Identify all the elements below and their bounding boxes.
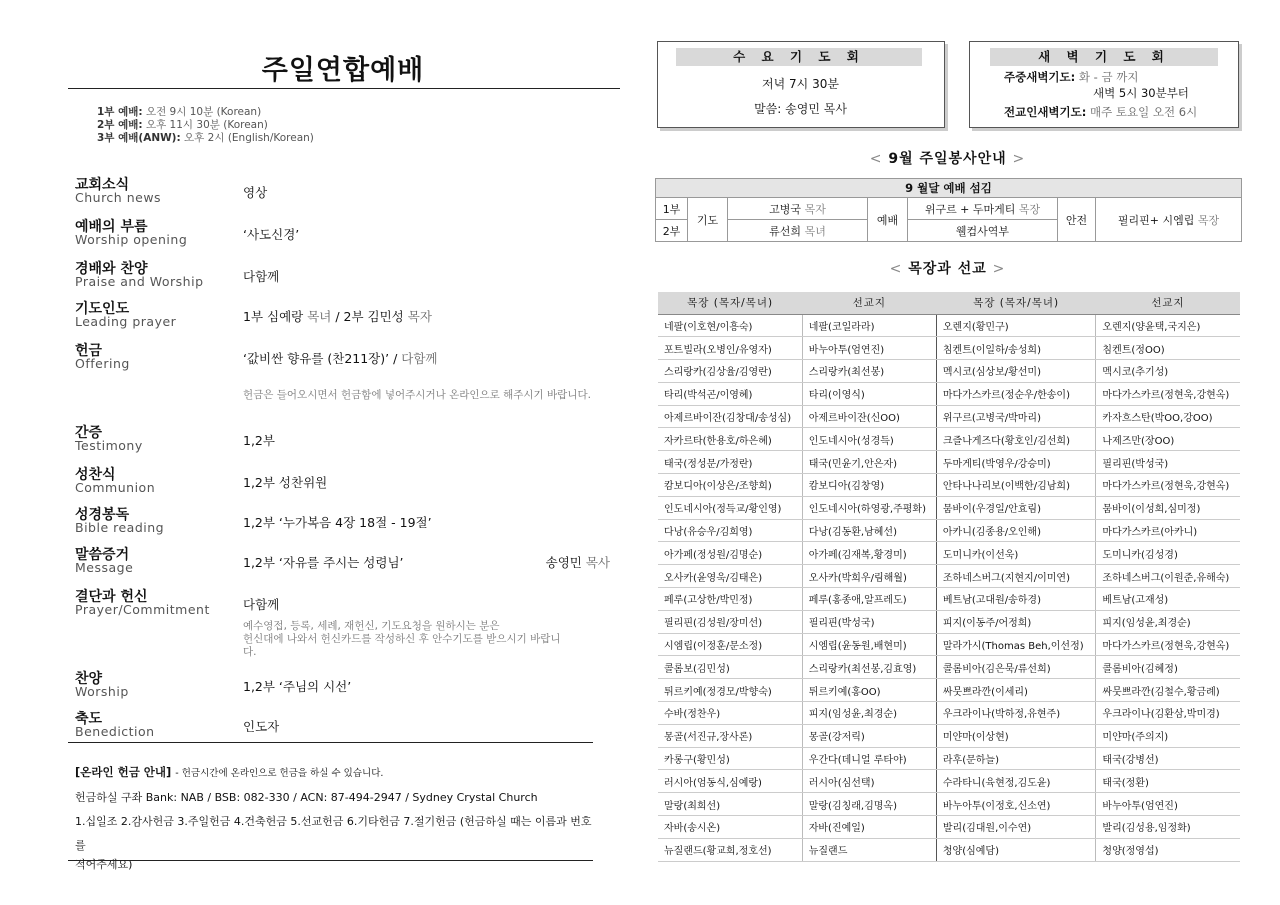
table-row bbox=[658, 747, 1240, 770]
worship-team-1: 위구르 + 두마게티 목장 bbox=[908, 198, 1058, 220]
mission-field-cell: 뭄바이(이성희,심미정) bbox=[1096, 496, 1240, 519]
cell-group-cell: 조하네스버그(지현지/이미연) bbox=[936, 565, 1096, 588]
program-item-value: 1,2부 성찬위원 bbox=[243, 475, 328, 490]
program-item-subtitle: Worship opening bbox=[75, 232, 188, 247]
cell-group-cell: 아가페(정성원/김명순) bbox=[658, 542, 802, 565]
mission-field-cell: 콜롬비아(김혜정) bbox=[1096, 656, 1240, 679]
part-label: 1부 bbox=[656, 198, 688, 220]
duty-label-worship: 예배 bbox=[868, 198, 908, 242]
cell-group-cell: 튀르키예(정경모/박향숙) bbox=[658, 679, 802, 702]
mission-field-cell: 태국(정환) bbox=[1096, 770, 1240, 793]
cell-group-cell: 자바(송시온) bbox=[658, 816, 802, 839]
program-item-subtitle: Testimony bbox=[75, 438, 143, 453]
offering-types-cont: 적어주세요) bbox=[75, 858, 133, 871]
cell-group-cell: 미얀마(이상현) bbox=[936, 724, 1096, 747]
mission-field-cell: 조하네스버그(이원준,유해숙) bbox=[1096, 565, 1240, 588]
mission-field-cell: 자바(진예일) bbox=[802, 816, 936, 839]
mission-field-cell: 도미니카(김성경) bbox=[1096, 542, 1240, 565]
mission-field-cell: 인도네시아(하영광,주평화) bbox=[802, 496, 936, 519]
cell-group-cell: 멕시코(심상보/황선미) bbox=[936, 360, 1096, 383]
cell-group-cell: 발리(김대원,이수연) bbox=[936, 816, 1096, 839]
mission-field-cell: 필리핀(박성국) bbox=[1096, 451, 1240, 474]
mission-field-cell: 청양(정영섭) bbox=[1096, 838, 1240, 861]
cell-group-cell: 콜롬보(김민성) bbox=[658, 656, 802, 679]
cell-group-cell: 페루(고상한/박민정) bbox=[658, 588, 802, 611]
program-item-value: 1,2부 ‘누가복음 4장 18절 - 19절’ bbox=[243, 515, 432, 530]
col-header-cell-2: 목장 (목자/목녀) bbox=[936, 292, 1096, 314]
service-table-header: 9 월달 예배 섬김 bbox=[656, 179, 1242, 198]
program-item-title: 말씀증거 bbox=[75, 547, 130, 563]
bank-details: 헌금하실 구좌 Bank: NAB / BSB: 082-330 / ACN: 87-494-2947 / Sydney Crystal Church bbox=[75, 791, 538, 804]
mission-field-cell: 오사카(박희우/림해월) bbox=[802, 565, 936, 588]
worship-team-2: 웰컴사역부 bbox=[908, 220, 1058, 242]
wednesday-prayer-time: 저녁 7시 30분 bbox=[762, 77, 839, 91]
program-item-value: 다함께 bbox=[243, 597, 280, 612]
mission-field-cell: 캄보디아(김창영) bbox=[802, 474, 936, 497]
table-row bbox=[658, 542, 1240, 565]
mission-field-cell: 다낭(김동환,남혜선) bbox=[802, 519, 936, 542]
table-row bbox=[658, 816, 1240, 839]
cell-group-cell: 러시아(엄동식,심예랑) bbox=[658, 770, 802, 793]
table-row bbox=[658, 519, 1240, 542]
program-item-value: ‘사도신경’ bbox=[243, 227, 300, 242]
program-item-value: 인도자 bbox=[243, 719, 280, 734]
program-divider bbox=[68, 742, 593, 743]
mission-field-cell: 바누아투(엄연진) bbox=[1096, 793, 1240, 816]
program-item-subtitle: Worship bbox=[75, 684, 129, 699]
cell-group-cell: 아카니(김종용/오인해) bbox=[936, 519, 1096, 542]
cell-group-cell: 태국(정성문/가정란) bbox=[658, 451, 802, 474]
cell-group-cell: 자카르타(한용호/하은혜) bbox=[658, 428, 802, 451]
program-item-subtitle: Communion bbox=[75, 480, 156, 495]
col-header-cell-1: 목장 (목자/목녀) bbox=[658, 292, 802, 314]
part-label: 2부 bbox=[656, 220, 688, 242]
program-item-title: 결단과 헌신 bbox=[75, 589, 148, 605]
cell-group-cell: 뭄바이(우경일/안효림) bbox=[936, 496, 1096, 519]
table-row bbox=[658, 451, 1240, 474]
bottom-divider bbox=[68, 860, 593, 861]
program-item-title: 경배와 찬양 bbox=[75, 261, 148, 277]
col-header-mission-1: 선교지 bbox=[802, 292, 936, 314]
cell-group-cell: 네팔(이호현/이흥숙) bbox=[658, 314, 802, 337]
table-row bbox=[658, 496, 1240, 519]
mission-field-cell: 네팔(코일라라) bbox=[802, 314, 936, 337]
program-item-title: 교회소식 bbox=[75, 177, 130, 193]
program-item-value: 1,2부 ‘주님의 시선’ bbox=[243, 679, 352, 694]
table-row bbox=[658, 382, 1240, 405]
table-row bbox=[658, 314, 1240, 337]
table-row bbox=[658, 337, 1240, 360]
cell-group-cell: 라후(문하늘) bbox=[936, 747, 1096, 770]
mission-field-cell: 오렌지(양윤택,국지은) bbox=[1096, 314, 1240, 337]
program-item-title: 헌금 bbox=[75, 343, 103, 359]
service-table bbox=[655, 178, 1242, 242]
title-divider bbox=[68, 88, 620, 89]
program-item-title: 찬양 bbox=[75, 671, 103, 687]
mission-field-cell: 침켄트(정OO) bbox=[1096, 337, 1240, 360]
cell-group-cell: 바누아투(이정호,신소연) bbox=[936, 793, 1096, 816]
mission-field-cell: 미얀마(주의지) bbox=[1096, 724, 1240, 747]
mission-field-cell: 싸뭇쁘라깐(김철수,황금례) bbox=[1096, 679, 1240, 702]
mission-field-cell: 마다가스카르(정현욱,강현옥) bbox=[1096, 474, 1240, 497]
mission-field-cell: 우간다(데니얼 루타야) bbox=[802, 747, 936, 770]
program-item-value: 1부 심예랑 목녀 / 2부 김민성 목자 bbox=[243, 309, 432, 324]
col-header-mission-2: 선교지 bbox=[1096, 292, 1240, 314]
program-item-title: 기도인도 bbox=[75, 301, 130, 317]
cell-group-cell: 수라타니(육현정,김도윤) bbox=[936, 770, 1096, 793]
wednesday-prayer-box bbox=[657, 41, 945, 128]
cell-group-cell: 콜롬비아(김은묵/류선희) bbox=[936, 656, 1096, 679]
cell-group-cell: 시엠립(이정훈/문소정) bbox=[658, 633, 802, 656]
page-title: 주일연합예배 bbox=[261, 55, 425, 86]
mission-field-cell: 피지(임성윤,최경순) bbox=[802, 702, 936, 725]
cell-group-cell: 청양(심예담) bbox=[936, 838, 1096, 861]
service-time-1: 1부 예배: 오전 9시 10분 (Korean) bbox=[97, 106, 262, 118]
program-item-subtitle: Bible reading bbox=[75, 520, 165, 535]
cell-group-cell: 침켄트(이일하/송성희) bbox=[936, 337, 1096, 360]
program-item-value: 다함께 bbox=[243, 269, 280, 284]
mission-field-cell: 말랑(김칭래,김명옥) bbox=[802, 793, 936, 816]
mission-field-cell: 피지(임성윤,최경순) bbox=[1096, 610, 1240, 633]
cell-group-cell: 포트빌라(오병인/유영자) bbox=[658, 337, 802, 360]
mission-field-cell: 태국(민윤기,안은자) bbox=[802, 451, 936, 474]
prayer-leader-2: 류선희 목녀 bbox=[728, 220, 868, 242]
mission-field-cell: 아제르바이잔(신OO) bbox=[802, 405, 936, 428]
mission-field-cell: 뉴질랜드 bbox=[802, 838, 936, 861]
cell-group-cell: 싸뭇쁘라깐(이세리) bbox=[936, 679, 1096, 702]
commitment-note: 예수영접, 등록, 세례, 재헌신, 기도요청을 원하시는 분은 헌신대에 나와서 헌신카드를 작성하신 후 안수기도를 받으시기 바랍니 다. bbox=[243, 620, 561, 658]
service-time-2: 2부 예배: 오후 11시 30분 (Korean) bbox=[97, 119, 268, 131]
cell-group-cell: 캄보디아(이상은/조향희) bbox=[658, 474, 802, 497]
program-item-subtitle: Church news bbox=[75, 190, 162, 205]
cell-group-cell: 두마게티(박영우/강승미) bbox=[936, 451, 1096, 474]
table-row bbox=[658, 360, 1240, 383]
table-row bbox=[658, 405, 1240, 428]
mission-field-cell: 멕시코(추기성) bbox=[1096, 360, 1240, 383]
mission-field-cell: 바누아투(엄연진) bbox=[802, 337, 936, 360]
table-row bbox=[658, 838, 1240, 861]
table-row bbox=[658, 679, 1240, 702]
cell-group-cell: 아제르바이잔(김창대/송성심) bbox=[658, 405, 802, 428]
program-item-subtitle: Message bbox=[75, 560, 134, 575]
cell-group-cell: 피지(이동주/어정희) bbox=[936, 610, 1096, 633]
mission-field-cell: 시엠립(윤동원,배현미) bbox=[802, 633, 936, 656]
cell-group-cell: 인도네시아(정득교/황인영) bbox=[658, 496, 802, 519]
mission-field-cell: 튀르키예(홍OO) bbox=[802, 679, 936, 702]
mission-field-cell: 러시아(심선택) bbox=[802, 770, 936, 793]
program-item-title: 성경봉독 bbox=[75, 507, 130, 523]
wednesday-prayer-title: 수 요 기 도 회 bbox=[676, 48, 922, 66]
cell-group-cell: 우크라이나(박하정,유현주) bbox=[936, 702, 1096, 725]
program-item-value: 1,2부 ‘자유를 주시는 성령님’ bbox=[243, 555, 404, 570]
table-row bbox=[658, 770, 1240, 793]
cell-group-cell: 오렌지(황민구) bbox=[936, 314, 1096, 337]
offering-types: 1.십일조 2.감사헌금 3.주일헌금 4.건축헌금 5.선교헌금 6.기타헌금 7.절기헌금 (헌금하실 때는 이름과 번호를 bbox=[75, 815, 592, 852]
cell-group-cell: 다낭(유승우/김희영) bbox=[658, 519, 802, 542]
offering-note: 헌금은 들어오시면서 헌금함에 넣어주시거나 온라인으로 해주시기 바랍니다. bbox=[243, 389, 591, 401]
duty-label-safety: 안전 bbox=[1058, 198, 1096, 242]
program-item-subtitle: Prayer/Commitment bbox=[75, 602, 210, 617]
mission-field-cell: 스리랑카(최선봉) bbox=[802, 360, 936, 383]
mission-field-cell: 페루(홍종애,알프레도) bbox=[802, 588, 936, 611]
program-item-subtitle: Benediction bbox=[75, 724, 155, 739]
service-row-1 bbox=[656, 198, 1242, 220]
cell-group-cell: 필리핀(김성원/장미선) bbox=[658, 610, 802, 633]
mission-field-cell: 인도네시아(성경득) bbox=[802, 428, 936, 451]
mission-field-cell: 우크라이나(김환삼,박미경) bbox=[1096, 702, 1240, 725]
mission-field-cell: 나제즈만(장OO) bbox=[1096, 428, 1240, 451]
table-row bbox=[658, 702, 1240, 725]
weekday-dawn-prayer: 주중새벽기도: 화 - 금 까지 bbox=[1004, 70, 1139, 84]
service-time-3: 3부 예배(ANW): 오후 2시 (English/Korean) bbox=[97, 132, 314, 144]
mission-field-cell: 마다가스카르(정현욱,강현옥) bbox=[1096, 633, 1240, 656]
table-row bbox=[658, 656, 1240, 679]
safety-team: 필리핀+ 시엠립 목장 bbox=[1096, 198, 1242, 242]
table-row bbox=[658, 724, 1240, 747]
cell-group-cell: 스리랑카(김상율/김영란) bbox=[658, 360, 802, 383]
dawn-prayer-title: 새 벽 기 도 회 bbox=[990, 48, 1218, 66]
mission-field-cell: 마다가스카르(정현욱,강현옥) bbox=[1096, 382, 1240, 405]
program-item-title: 성찬식 bbox=[75, 467, 116, 483]
cell-group-cell: 마다가스카르(정순우/한송이) bbox=[936, 382, 1096, 405]
cell-group-cell: 수바(정찬우) bbox=[658, 702, 802, 725]
online-offering-heading: [온라인 헌금 안내] - 헌금시간에 온라인으로 헌금을 하실 수 있습니다. bbox=[75, 765, 384, 779]
cell-group-cell: 말랑(최희선) bbox=[658, 793, 802, 816]
cell-group-cell: 안타나나리보(이백한/김남희) bbox=[936, 474, 1096, 497]
prayer-leader-1: 고병국 목자 bbox=[728, 198, 868, 220]
mission-field-cell: 마다가스카르(아카니) bbox=[1096, 519, 1240, 542]
service-times bbox=[97, 106, 314, 145]
program-item-subtitle: Offering bbox=[75, 356, 130, 371]
cell-group-cell: 말라가시(Thomas Beh,이선정) bbox=[936, 633, 1096, 656]
mission-field-cell: 스리랑카(최선봉,김효영) bbox=[802, 656, 936, 679]
mission-field-cell: 베트남(고재성) bbox=[1096, 588, 1240, 611]
program-item-subtitle: Leading prayer bbox=[75, 314, 177, 329]
program-item-title: 간증 bbox=[75, 425, 103, 441]
cell-group-cell: 타리(박석곤/이영혜) bbox=[658, 382, 802, 405]
program-item-subtitle: Praise and Worship bbox=[75, 274, 204, 289]
table-row bbox=[658, 474, 1240, 497]
table-row bbox=[658, 588, 1240, 611]
cell-group-cell: 카롱구(황민성) bbox=[658, 747, 802, 770]
mission-field-cell: 아가페(김재복,황경미) bbox=[802, 542, 936, 565]
table-row bbox=[658, 565, 1240, 588]
mission-field-cell: 필리핀(박성국) bbox=[802, 610, 936, 633]
table-row bbox=[658, 428, 1240, 451]
mission-field-cell: 발리(김성용,임정화) bbox=[1096, 816, 1240, 839]
mission-field-cell: 타리(이영식) bbox=[802, 382, 936, 405]
mission-table bbox=[658, 292, 1240, 862]
cell-group-cell: 베트남(고대원/송하경) bbox=[936, 588, 1096, 611]
table-row bbox=[658, 793, 1240, 816]
cell-group-cell: 크즐나게즈다(황호인/김선희) bbox=[936, 428, 1096, 451]
program-item-value: ‘값비싼 향유를 (찬211장)’ / 다함께 bbox=[243, 351, 438, 366]
wednesday-prayer-speaker: 말씀: 송영민 목사 bbox=[754, 102, 847, 116]
mission-section-title: < 목장과 선교 > bbox=[889, 261, 1006, 277]
mission-field-cell: 카자흐스탄(박OO,강OO) bbox=[1096, 405, 1240, 428]
table-row bbox=[658, 633, 1240, 656]
weekday-dawn-time: 새벽 5시 30분부터 bbox=[1093, 86, 1189, 100]
mission-field-cell: 몽골(강저릭) bbox=[802, 724, 936, 747]
program-item-value: 1,2부 bbox=[243, 433, 275, 448]
all-church-dawn-prayer: 전교인새벽기도: 매주 토요일 오전 6시 bbox=[1004, 105, 1198, 119]
cell-group-cell: 위구르(고병국/박마리) bbox=[936, 405, 1096, 428]
program-item-title: 축도 bbox=[75, 711, 103, 727]
cell-group-cell: 오사카(윤영욱/김태은) bbox=[658, 565, 802, 588]
cell-group-cell: 뉴질랜드(황교희,정호선) bbox=[658, 838, 802, 861]
table-row bbox=[658, 610, 1240, 633]
program-item-title: 예배의 부름 bbox=[75, 219, 148, 235]
online-offering-info bbox=[75, 760, 600, 872]
dawn-prayer-box bbox=[969, 41, 1239, 128]
program-item-value: 영상 bbox=[243, 185, 268, 200]
cell-group-cell: 도미니카(이선욱) bbox=[936, 542, 1096, 565]
program-item-speaker: 송영민 목사 bbox=[545, 555, 610, 570]
mission-field-cell: 태국(강병선) bbox=[1096, 747, 1240, 770]
duty-label-prayer: 기도 bbox=[688, 198, 728, 242]
service-section-title: < 9월 주일봉사안내 > bbox=[869, 151, 1026, 167]
cell-group-cell: 몽골(서진규,장사론) bbox=[658, 724, 802, 747]
